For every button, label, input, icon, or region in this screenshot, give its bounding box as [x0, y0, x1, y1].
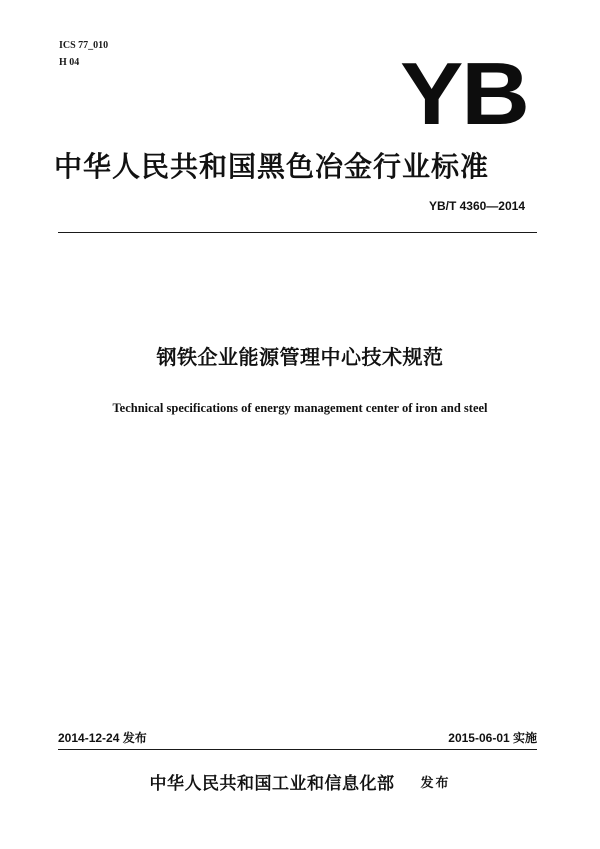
ics-code: ICS 77_010 — [59, 40, 109, 51]
publisher-name: 中华人民共和国工业和信息化部 — [149, 774, 395, 794]
publisher-line — [0, 773, 600, 795]
standard-category-title: 中华人民共和国黑色冶金行业标准 — [54, 150, 490, 183]
standard-number: YB/T 4360—2014 — [428, 199, 525, 213]
document-title-chinese: 钢铁企业能源管理中心技术规范 — [156, 345, 444, 369]
publish-label: 发布 — [420, 776, 451, 791]
yb-logo: YB — [400, 44, 528, 143]
implementation-date: 2015-06-01 实施 — [448, 731, 537, 745]
issue-date: 2014-12-24 发布 — [58, 731, 147, 745]
document-title-english: Technical specifications of energy management center of iron and steel — [112, 401, 488, 415]
bottom-divider — [58, 749, 537, 750]
ccs-code: H 04 — [59, 57, 80, 68]
top-divider — [58, 232, 537, 233]
